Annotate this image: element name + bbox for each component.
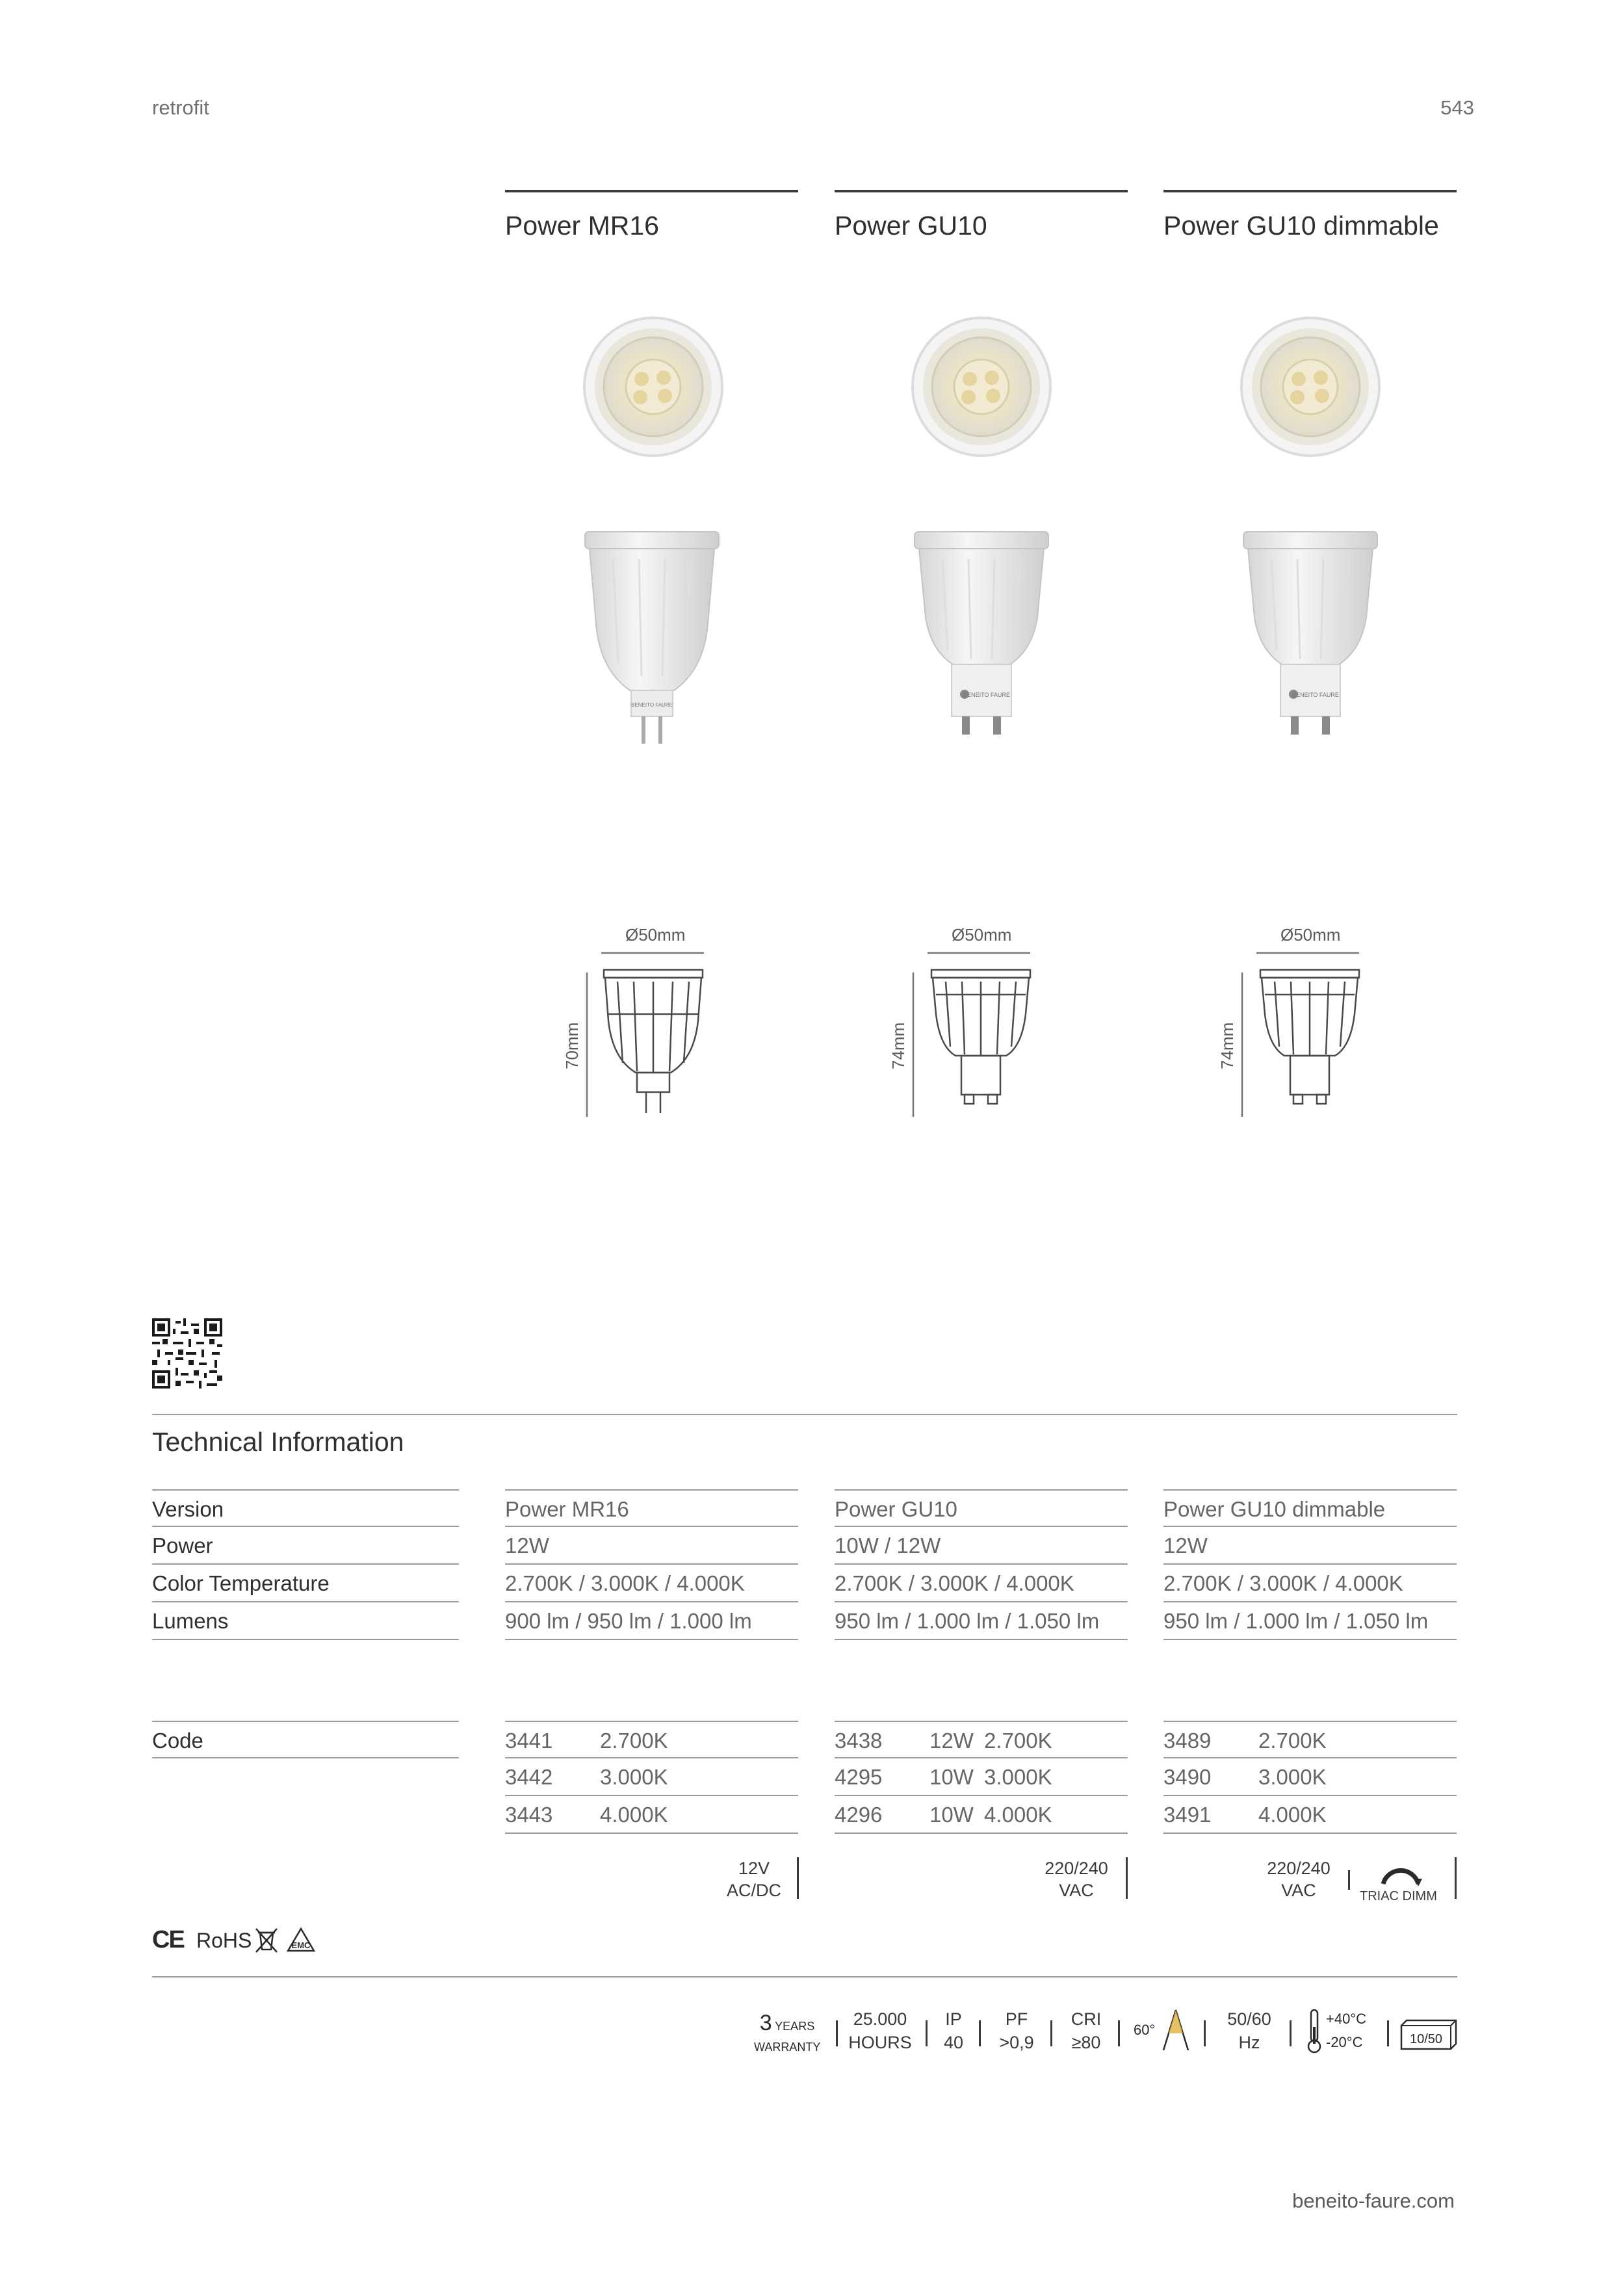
power-value: 12W <box>1163 1527 1457 1565</box>
switch-cycles-value: 10/50 <box>1409 2032 1443 2046</box>
feature-separator <box>1290 2020 1292 2046</box>
bulb-front-view <box>0 0 1623 494</box>
voltage-bar <box>797 1857 799 1899</box>
dimension-diameter-mr16: Ø50mm <box>625 925 686 945</box>
code-temp: 4.000K <box>600 1803 668 1827</box>
code-row <box>835 1721 1128 1758</box>
code-row <box>505 1721 798 1758</box>
lumens-value: 950 lm / 1.000 lm / 1.050 lm <box>1163 1602 1457 1640</box>
code-temp: 2.700K <box>600 1729 668 1753</box>
pf-value: >0,9 <box>999 2033 1034 2052</box>
code-number: 4295 <box>835 1765 883 1789</box>
label-version: Version <box>152 1489 459 1527</box>
tech-divider <box>152 1414 1457 1415</box>
voltage-line2: VAC <box>1059 1881 1094 1900</box>
beam-angle-icon <box>1160 2007 1192 2053</box>
code-row <box>1163 1758 1457 1796</box>
page-number: 543 <box>1440 96 1474 119</box>
freq-value: 50/60 <box>1227 2009 1271 2029</box>
feature-separator <box>1050 2020 1052 2046</box>
label-power: Power <box>152 1527 459 1565</box>
code-row <box>505 1758 798 1796</box>
tech-heading: Technical Information <box>152 1427 404 1457</box>
pf-label: PF <box>1005 2009 1028 2029</box>
feature-separator <box>979 2020 981 2046</box>
code-number: 3490 <box>1163 1765 1212 1789</box>
dimension-drawings <box>0 943 1623 1138</box>
voltage-label <box>721 1857 786 1901</box>
voltage-line1: 220/240 <box>1267 1859 1331 1878</box>
voltage-line2: VAC <box>1281 1881 1316 1900</box>
temperature-range <box>1326 2007 1366 2054</box>
emc-mark-icon <box>286 1926 316 1955</box>
color-temperature-value: 2.700K / 3.000K / 4.000K <box>1163 1565 1457 1602</box>
code-number: 3442 <box>505 1765 553 1789</box>
version-value: Power GU10 dimmable <box>1163 1489 1457 1527</box>
thermometer-icon <box>1305 2007 1323 2054</box>
dimension-height-gu10-dimmable: 74mm <box>1217 1022 1237 1069</box>
code-temp: 2.700K <box>1258 1729 1327 1753</box>
hours-value: 25.000 <box>853 2009 907 2029</box>
product-title-gu10: Power GU10 <box>835 211 987 241</box>
feature-separator <box>1204 2020 1206 2046</box>
version-value: Power MR16 <box>505 1489 798 1527</box>
voltage-label <box>1037 1857 1115 1901</box>
svg-text:BENEITO FAURE: BENEITO FAURE <box>1292 692 1339 698</box>
code-temp: 4.000K <box>1258 1803 1327 1827</box>
dimm-label: TRIAC DIMM <box>1360 1889 1437 1903</box>
code-temp: 2.700K <box>984 1729 1052 1753</box>
code-row <box>505 1796 798 1834</box>
cri-rating <box>1063 2007 1109 2054</box>
warranty-years: YEARS <box>775 2020 815 2033</box>
freq-label: Hz <box>1238 2033 1260 2052</box>
features-divider <box>152 1976 1457 1977</box>
temp-min: -20°C <box>1326 2034 1363 2050</box>
power-value: 12W <box>505 1527 798 1565</box>
svg-text:BENEITO FAURE: BENEITO FAURE <box>963 692 1010 698</box>
svg-text:BENEITO FAURE: BENEITO FAURE <box>631 702 673 708</box>
warranty-label: WARRANTY <box>754 2041 821 2054</box>
ip-value: 40 <box>943 2033 964 2052</box>
svg-text:EMC: EMC <box>291 1940 311 1950</box>
voltage-line1: 12V <box>738 1859 770 1878</box>
lifetime-hours <box>848 2007 913 2054</box>
color-temperature-value: 2.700K / 3.000K / 4.000K <box>835 1565 1128 1602</box>
power-value: 10W / 12W <box>835 1527 1128 1565</box>
code-watt: 10W <box>929 1803 974 1827</box>
bulb-side-view <box>0 520 1623 767</box>
ip-rating <box>936 2007 971 2054</box>
label-lumens: Lumens <box>152 1602 459 1640</box>
beam-angle-label: 60° <box>1134 2022 1156 2038</box>
code-row <box>1163 1721 1457 1758</box>
version-value: Power GU10 <box>835 1489 1128 1527</box>
website-link[interactable]: beneito-faure.com <box>1292 2189 1455 2212</box>
voltage-line1: 220/240 <box>1045 1859 1108 1878</box>
dimension-height-mr16: 70mm <box>562 1022 582 1069</box>
voltage-label <box>1260 1857 1338 1901</box>
section-label: retrofit <box>152 96 209 119</box>
code-number: 3491 <box>1163 1803 1212 1827</box>
voltage-bar <box>1126 1857 1128 1899</box>
warranty-badge <box>754 2011 820 2055</box>
feature-separator <box>1387 2020 1389 2046</box>
dimension-diameter-gu10: Ø50mm <box>952 925 1012 945</box>
cri-label: CRI <box>1071 2009 1102 2029</box>
code-temp: 3.000K <box>1258 1765 1327 1789</box>
power-factor <box>989 2007 1044 2054</box>
code-number: 3443 <box>505 1803 553 1827</box>
lumens-value: 900 lm / 950 lm / 1.000 lm <box>505 1602 798 1640</box>
frequency <box>1218 2007 1280 2054</box>
temp-max: +40°C <box>1326 2011 1367 2027</box>
dimension-height-gu10: 74mm <box>889 1022 908 1069</box>
voltage-bar <box>1455 1857 1457 1899</box>
label-color-temperature: Color Temperature <box>152 1565 459 1602</box>
code-row <box>835 1796 1128 1834</box>
switch-cycles-icon <box>1399 2018 1459 2052</box>
code-number: 4296 <box>835 1803 883 1827</box>
code-temp: 3.000K <box>600 1765 668 1789</box>
code-row <box>835 1758 1128 1796</box>
label-code: Code <box>152 1721 459 1758</box>
cri-value: ≥80 <box>1071 2033 1101 2052</box>
code-number: 3489 <box>1163 1729 1212 1753</box>
ip-label: IP <box>945 2009 962 2029</box>
warranty-number: 3 <box>759 2011 772 2035</box>
hours-label: HOURS <box>848 2033 912 2052</box>
feature-separator <box>1118 2020 1120 2046</box>
ce-mark: CE <box>152 1926 184 1953</box>
voltage-separator <box>1348 1870 1350 1890</box>
voltage-line2: AC/DC <box>726 1881 781 1900</box>
dimension-diameter-gu10-dimmable: Ø50mm <box>1280 925 1341 945</box>
code-temp: 3.000K <box>984 1765 1052 1789</box>
code-number: 3441 <box>505 1729 553 1753</box>
rohs-mark: RoHS <box>196 1929 252 1952</box>
product-title-gu10-dimmable: Power GU10 dimmable <box>1163 211 1439 241</box>
dimmer-icon <box>1378 1859 1423 1888</box>
code-number: 3438 <box>835 1729 883 1753</box>
code-row <box>1163 1796 1457 1834</box>
color-temperature-value: 2.700K / 3.000K / 4.000K <box>505 1565 798 1602</box>
code-watt: 10W <box>929 1765 974 1789</box>
code-temp: 4.000K <box>984 1803 1052 1827</box>
feature-separator <box>836 2020 838 2046</box>
lumens-value: 950 lm / 1.000 lm / 1.050 lm <box>835 1602 1128 1640</box>
weee-bin-icon <box>255 1926 278 1955</box>
qr-code[interactable] <box>152 1318 222 1389</box>
feature-separator <box>926 2020 928 2046</box>
code-watt: 12W <box>929 1729 974 1753</box>
product-title-mr16: Power MR16 <box>505 211 659 241</box>
